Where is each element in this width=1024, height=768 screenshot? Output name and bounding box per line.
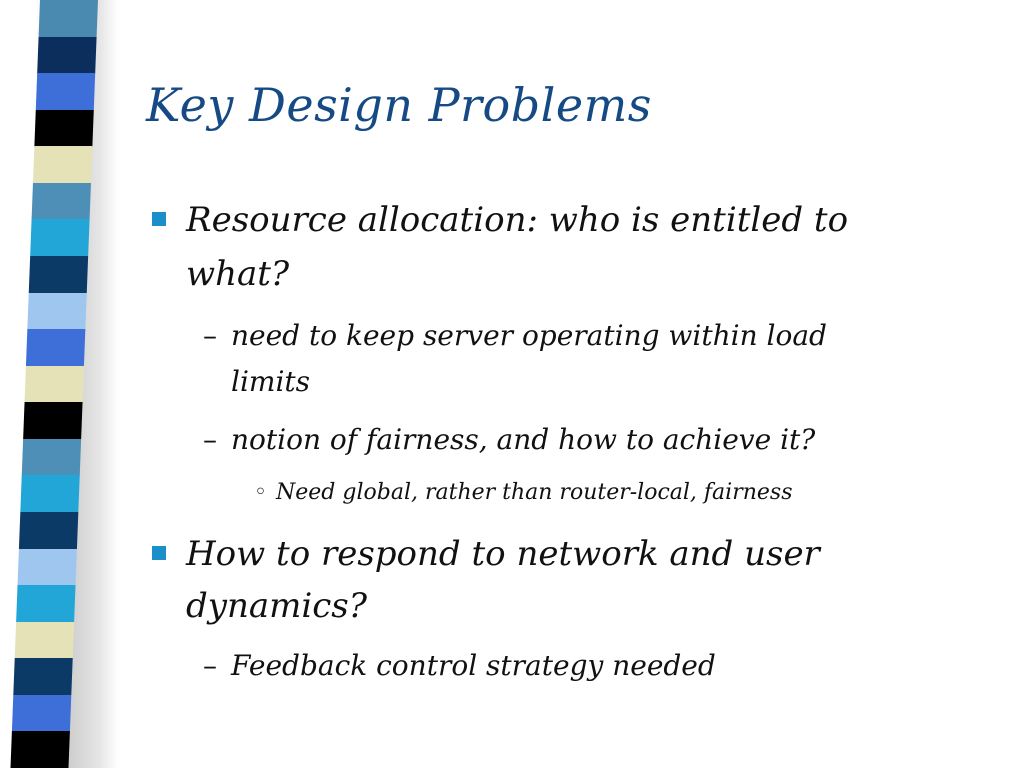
sub-3-line-1: Feedback control strategy needed (231, 649, 716, 682)
stripe-block (37, 37, 96, 74)
stripe-block (36, 73, 95, 110)
stripe-block (16, 585, 75, 622)
bullet-square-icon (152, 212, 166, 226)
subsub-suffix: , rather than router-local, fairness (410, 480, 793, 505)
dash-icon: – (203, 423, 217, 456)
sub-1-line-1: need to keep server operating within load (231, 319, 827, 352)
slide-title: Key Design Problems (146, 78, 652, 132)
subsub-emphasis: global (342, 480, 411, 505)
stripe-block (27, 293, 86, 330)
stripe-block (19, 512, 78, 549)
bullet-square-icon (152, 546, 166, 560)
subsub-line (276, 478, 793, 508)
stripe-block (29, 256, 88, 293)
stripe-block (13, 658, 72, 695)
bullet-1-line-1: Resource allocation: who is entitled to (186, 200, 849, 240)
stripe-block (10, 731, 69, 768)
bullet-1-line-2: what? (186, 254, 290, 294)
stripe-block (15, 622, 74, 659)
stripe-block (33, 146, 92, 183)
sub-2-line-1: notion of fairness, and how to achieve it? (231, 423, 816, 456)
stripe-block (25, 366, 84, 403)
stripe-block (34, 110, 93, 147)
stripe-block (22, 439, 81, 476)
stripe-block (32, 183, 91, 220)
bullet-2-line-2: dynamics? (186, 586, 367, 626)
stripe-block (23, 402, 82, 439)
sub-1-line-2: limits (231, 365, 311, 398)
stripe-block (39, 0, 98, 37)
bullet-2-line-1: How to respond to network and user (186, 534, 820, 574)
stripe-block (30, 219, 89, 256)
circle-bullet-icon: ◦ (254, 480, 267, 505)
stripe-block (12, 695, 71, 732)
stripe-block (26, 329, 85, 366)
stripe-block (18, 549, 77, 586)
dash-icon: – (203, 319, 217, 352)
stripe-block (20, 475, 79, 512)
dash-icon: – (203, 649, 217, 682)
subsub-prefix: Need (276, 480, 343, 505)
